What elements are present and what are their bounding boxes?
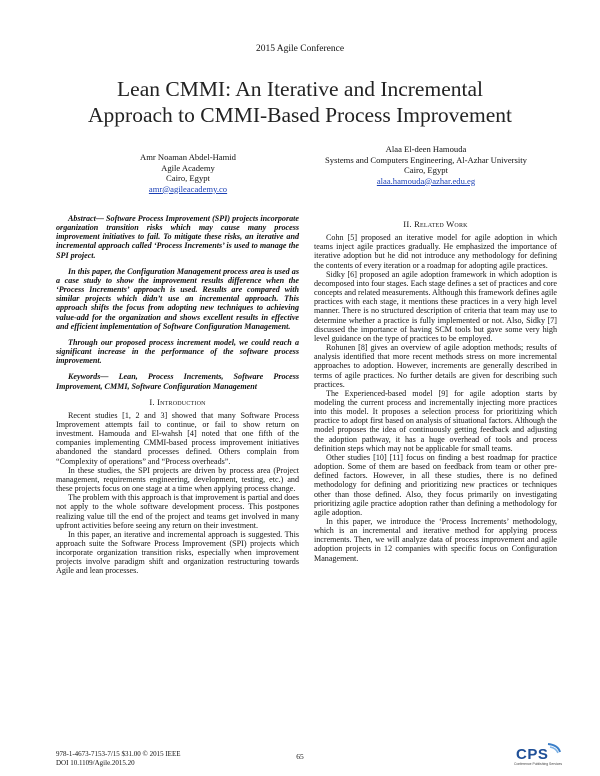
author-2 — [306, 144, 546, 186]
related-work-paragraph: Rohunen [8] gives an overview of agile adoption methods; results of analysis identified that more recent methods stress on more incremental approaches to adoption. However, increments are generally described in terms of agile practices. No further details are given for describing such practices. — [314, 343, 557, 389]
related-work-paragraph: Other studies [10] [11] focus on finding a best roadmap for practice adoption. Some of them are based on feedback from team or other pre-defined factors. However, in all these studies, there is no defined methodology for defining and prioritizing new practices or techniques other than those defined. Also, they focus primarily on investigating prioritizing agile practice adoption rather than defining a methodology for agile adoption. — [314, 452, 557, 517]
doi-line: DOI 10.1109/Agile.2015.20 — [56, 758, 135, 767]
author-email-link[interactable]: alaa.hamouda@azhar.edu.eg — [376, 175, 476, 186]
left-column — [56, 214, 299, 576]
author-location: Cairo, Egypt — [404, 165, 448, 175]
intro-paragraph: In this paper, an iterative and incremental approach is suggested. This approach suite the Software Process Improvement (SPI) projects which incorporate organization transition risks, especially when improvement projects involve paradigm shift and organization restructuring towards Agile and lean processes. — [56, 529, 299, 576]
abstract-paragraph-2: In this paper, the Configuration Management process area is used as a case study to show the improvement results difference when the ‘Process Increments’ approach is used. Results are compared with similar projects which didn’t use an incremental approach. This approach shifts the focus from adopting new techniques to achieving value-add for the organization and shows excellent results in effective and efficient implementation of Software Configuration Management. — [56, 266, 299, 331]
paper-title — [40, 76, 560, 128]
cps-logo — [514, 742, 562, 770]
intro-paragraph: In these studies, the SPI projects are driven by process area (Project management, requirements engineering, development, testing, etc.) and these projects focus on one stage at a time when applying process change. — [56, 465, 299, 494]
related-work-paragraph: The Experienced-based model [9] for agile adoption starts by modeling the current process and incrementally injecting more practices into this model. It proposes a selection process for prioritizing which practice to adopt first based on analysis of situational factors. Although the model proposes the idea of continuously getting feedback and adjusting the adoption pathway, it has a huge overhead of tools and process definition steps which may not be applicable for small teams. — [314, 388, 557, 453]
logo-subtext: Conference Publishing Services — [514, 762, 563, 766]
intro-paragraph: The problem with this approach is that improvement is partial and does not apply to the whole software development process. This postpones realizing value till the end of the project and teams get involved in many upfront activities before seeing any return on their investment. — [56, 493, 299, 530]
logo-text: CPS — [516, 746, 549, 763]
abstract-paragraph-3: Through our proposed process increment model, we could reach a significant increase in the performance of the software process improvement. — [56, 337, 299, 366]
abstract-paragraph-1: Abstract— Software Process Improvement (SPI) projects incorporate organization transition risks which may cause many process improvement initiatives to fail. To mitigate these risks, an iterative and incremental approach called ‘Process Increments’ is used to manage the SPI project. — [56, 214, 299, 260]
title-line-1: Lean CMMI: An Iterative and Incremental — [117, 77, 483, 101]
intro-paragraph: Recent studies [1, 2 and 3] showed that many Software Process Improvement attempts fail to continue, or fail to show return on investment. Hamouda and El-wahsh [4] noted that one fifth of the companies implementing CMMI-based process improvement initiatives abandoned the standard processes defined. Others complain from “Complexity of operations” and “Process overheads”. — [56, 410, 299, 466]
related-work-paragraph: Sidky [6] proposed an agile adoption framework in which adoption is decomposed into four stages. Each stage defines a set of practices and core concepts and related measurements. Although this framework defines agile practices with each stage, it mentions these practices in a very high level manner. There is no structured description of criteria that team may use to determine whether a practice is fully implemented or not. Also, Sidky [7] discussed the importance of having SCM tools but gave some very high level guidance on the type of practices to be employed. — [314, 269, 557, 343]
title-line-2: Approach to CMMI-Based Process Improvement — [88, 103, 512, 127]
section-heading-related-work: II. Related Work — [403, 219, 468, 229]
author-1 — [78, 152, 298, 194]
author-name: Alaa El-deen Hamouda — [385, 144, 467, 154]
related-work-paragraph: Cohn [5] proposed an iterative model for agile adoption in which teams inject agile practices gradually. He emphasized the importance of iterative adoption but he did not introduce any methodology for defining the contents of every iteration or a roadmap for adopting agile practices. — [314, 233, 557, 270]
author-location: Cairo, Egypt — [166, 173, 210, 183]
keywords: Keywords— Lean, Process Increments, Software Process Improvement, CMMI, Software Configuration Management — [56, 372, 299, 391]
section-heading-introduction: I. Introduction — [149, 396, 206, 407]
author-affiliation: Systems and Computers Engineering, Al-Azhar University — [325, 154, 527, 165]
page-number: 65 — [296, 752, 304, 761]
conference-header: 2015 Agile Conference — [255, 44, 345, 54]
author-affiliation: Agile Academy — [161, 162, 215, 173]
right-column — [314, 220, 557, 563]
author-email-link[interactable]: amr@agileacademy.co — [148, 183, 228, 194]
isbn-line: 978-1-4673-7153-7/15 $31.00 © 2015 IEEE — [56, 750, 181, 758]
related-work-paragraph: In this paper, we introduce the ‘Process Increments’ methodology, which is an incremental and iterative method for applying process increments. Then, we will analyze data of process improvement and agile adoption projects in 12 companies with specific focus on Configuration Management. — [314, 517, 557, 563]
author-name: Amr Noaman Abdel-Hamid — [140, 152, 236, 162]
